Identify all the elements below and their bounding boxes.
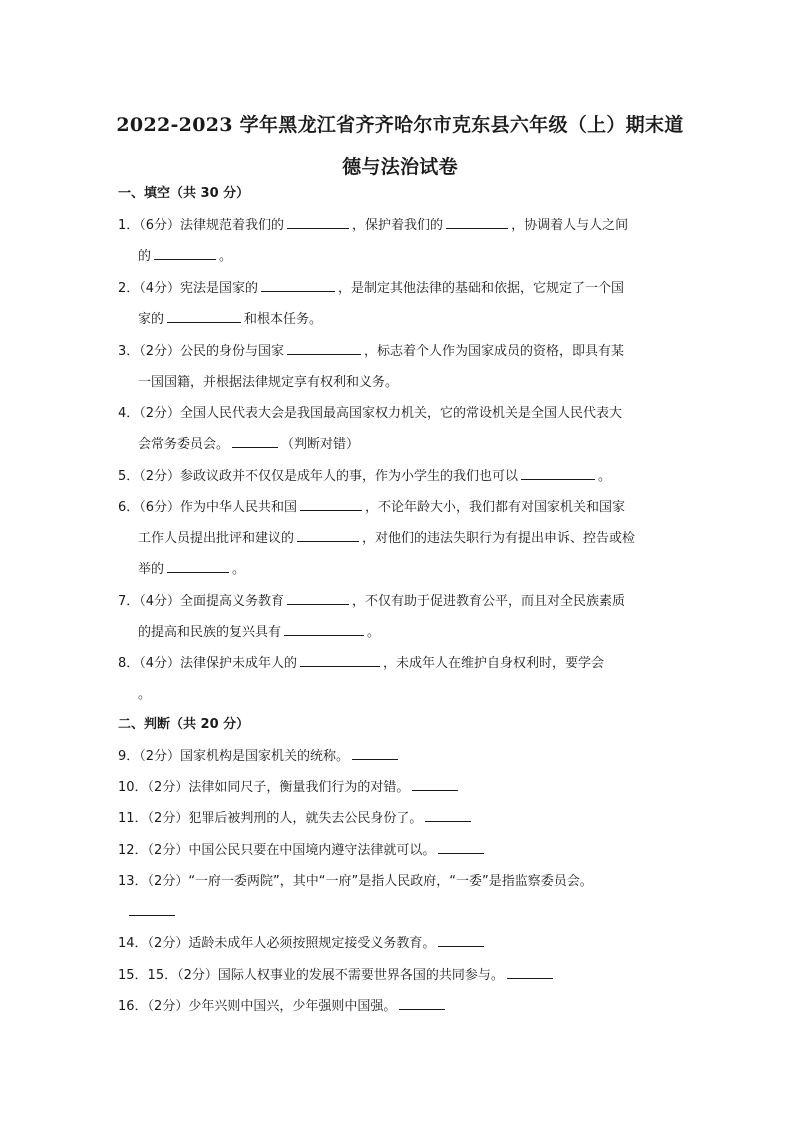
answer-blank[interactable] — [412, 776, 458, 791]
title-line-1: 2022-2023 学年黑龙江省齐齐哈尔市克东县六年级（上）期末道 — [116, 114, 684, 136]
answer-blank[interactable] — [438, 839, 484, 854]
answer-blank[interactable] — [261, 277, 335, 292]
answer-blank[interactable] — [154, 245, 216, 260]
question-7: 7．（4分）全面提高义务教育 ，不仅有助于促进教育公平，而且对全民族素质 的提高和民族的复兴具有 。 — [118, 586, 678, 648]
answer-blank[interactable] — [352, 745, 398, 760]
question-15: 15．15．（2分）国际人权事业的发展不需要世界各国的共同参与。 — [118, 960, 678, 991]
answer-blank[interactable] — [446, 214, 508, 229]
answer-blank[interactable] — [425, 807, 471, 822]
answer-blank[interactable] — [438, 932, 484, 947]
answer-blank[interactable] — [232, 433, 278, 448]
title-line-2: 德与法治试卷 — [342, 156, 458, 178]
question-8: 8．（4分）法律保护未成年人的 ，未成年人在维护自身权利时，要学会 。 — [118, 648, 678, 710]
question-11: 11．（2分）犯罪后被判刑的人，就失去公民身份了。 — [118, 803, 678, 834]
exam-title — [110, 104, 690, 188]
question-16: 16．（2分）少年兴则中国兴，少年强则中国强。 — [118, 991, 678, 1022]
question-14: 14．（2分）适龄未成年人必须按照规定接受义务教育。 — [118, 928, 678, 959]
answer-blank[interactable] — [167, 558, 229, 573]
answer-blank[interactable] — [287, 590, 349, 605]
answer-blank[interactable] — [507, 964, 553, 979]
answer-blank[interactable] — [300, 652, 380, 667]
question-3: 3．（2分）公民的身份与国家 ，标志着个人作为国家成员的资格，即具有某 一国国籍，并根据法律规定享有权利和义务。 — [118, 336, 678, 398]
answer-blank[interactable] — [129, 901, 175, 916]
question-6: 6．（6分）作为中华人民共和国 ，不论年龄大小，我们都有对国家机关和国家 工作人员提出批评和建议的 ，对他们的违法失职行为有提出申诉、控告或检 举的 。 — [118, 492, 678, 585]
section-heading-fill-blank: 一、填空（共 30 分） — [118, 186, 250, 201]
question-5: 5．（2分）参政议政并不仅仅是成年人的事，作为小学生的我们也可以 。 — [118, 461, 678, 492]
question-13: 13．（2分）“一府一委两院”，其中“一府”是指人民政府，“一委”是指监察委员会。 — [118, 866, 678, 928]
answer-blank[interactable] — [399, 995, 445, 1010]
answer-blank[interactable] — [300, 496, 362, 511]
question-9: 9．（2分）国家机构是国家机关的统称。 — [118, 741, 678, 772]
answer-blank[interactable] — [284, 621, 364, 636]
question-12: 12．（2分）中国公民只要在中国境内遵守法律就可以。 — [118, 835, 678, 866]
section-heading-true-false: 二、判断（共 20 分） — [118, 717, 250, 732]
answer-blank[interactable] — [521, 465, 595, 480]
answer-blank[interactable] — [287, 214, 349, 229]
answer-blank[interactable] — [167, 308, 241, 323]
question-1: 1．（6分）法律规范着我们的 ，保护着我们的 ，协调着人与人之间 的 。 — [118, 210, 678, 272]
answer-blank[interactable] — [297, 527, 359, 542]
question-10: 10．（2分）法律如同尺子，衡量我们行为的对错。 — [118, 772, 678, 803]
question-2: 2．（4分）宪法是国家的 ，是制定其他法律的基础和依据，它规定了一个国 家的 和根本任务。 — [118, 273, 678, 335]
question-4: 4．（2分）全国人民代表大会是我国最高国家权力机关，它的常设机关是全国人民代表大 会常务委员会。 （判断对错） — [118, 406, 623, 452]
answer-blank[interactable] — [287, 340, 361, 355]
